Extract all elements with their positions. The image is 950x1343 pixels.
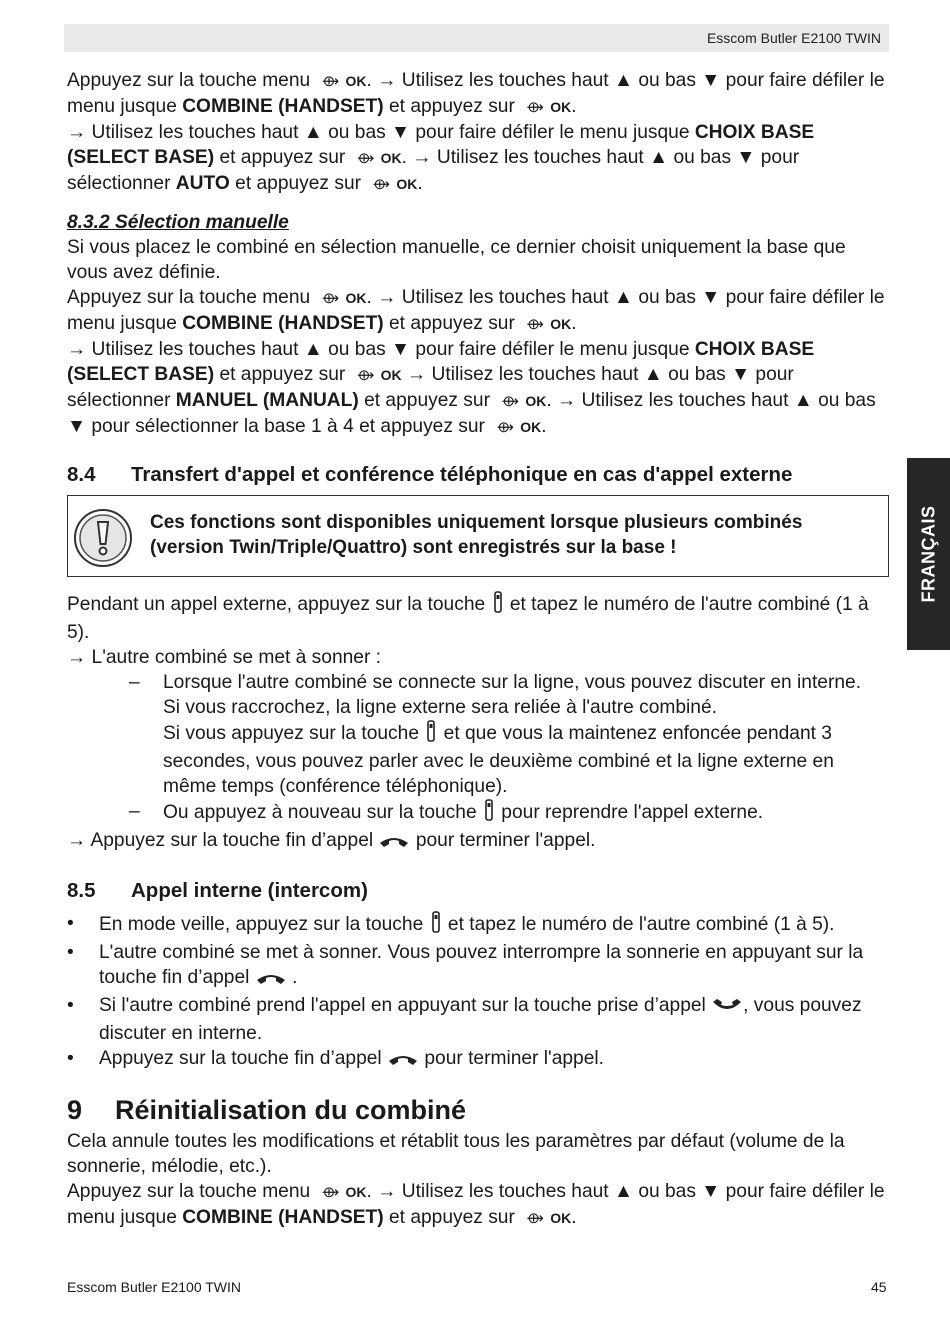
arrow-icon: → [377,70,397,91]
pickup-call-icon [711,996,743,1021]
nav-key-icon: ⟴ [356,150,375,167]
section-84-paragraph-1: Pendant un appel externe, appuyez sur la touche et tapez le numéro de l'autre combiné (1 à 5). [67,591,889,645]
subsection-title: 8.3.2 Sélection manuelle [67,212,289,233]
ok-key-label: OK [345,73,367,89]
nav-key-icon: ⟴ [526,1210,544,1227]
warning-box [67,495,889,577]
nav-key-icon: ⟴ [496,419,514,436]
up-key-icon: ▲ [613,70,633,91]
list-item: • Si l'autre combiné prend l'appel en appuyant sur la touche prise d’appel , vous pouvez discuter en interne. [67,995,862,1044]
nav-key-icon: ⟴ [356,367,375,384]
handset-key-icon [429,911,443,940]
ok-key-label: OK [550,99,572,115]
arrow-icon: → [412,147,432,168]
arrow-icon: → [407,364,427,385]
nav-key-icon: ⟴ [321,1184,340,1201]
ok-key-label: OK [345,290,367,306]
header-title: Esscom Butler E2100 TWIN [706,30,881,46]
arrow-icon: → [377,287,397,308]
nav-key-icon: ⟴ [526,316,544,333]
down-key-icon: ▼ [67,416,86,437]
section-84-paragraph-3: → Appuyez sur la touche fin d’appel pour terminer l'appel. [67,828,889,856]
ok-key-label: OK [550,316,572,332]
section-9-paragraph-1: Appuyez sur la touche menu ⟴ OK. → Utilisez les touches haut ▲ ou bas ▼ pour faire défiler le menu jusque COMBINE (HANDSET) et appuyez sur ⟴ OK. [67,1179,889,1231]
dash-marker: – [129,672,140,693]
arrow-icon: → [377,1181,397,1202]
section-9-intro: Cela annule toutes les modifications et rétablit tous les paramètres par défaut (volume de la sonnerie, mélodie, etc.). [67,1131,845,1177]
list-item: • En mode veille, appuyez sur la touche et tapez le numéro de l'autre combiné (1 à 5). [67,911,889,940]
list-item-continuation: Si vous raccrochez, la ligne externe sera reliée à l'autre combiné. [163,697,717,718]
down-key-icon: ▼ [701,1181,721,1202]
handset-key-icon [491,591,505,620]
arrow-icon: → [67,122,87,143]
handset-key-icon [482,799,496,828]
ok-key-label: OK [380,150,402,166]
section-832-intro: Si vous placez le combiné en sélection manuelle, ce dernier choisit uniquement la base que vous avez définie. [67,237,846,283]
language-tab [907,458,950,650]
section-84-paragraph-2: → L'autre combiné se met à sonner : [67,647,382,668]
list-item: – Lorsque l'autre combiné se connecte sur la ligne, vous pouvez discuter en interne. [129,672,862,693]
up-key-icon: ▲ [303,339,323,360]
warning-icon [73,508,133,575]
down-key-icon: ▼ [701,287,721,308]
end-call-icon [387,1049,419,1074]
page-content [67,68,889,1231]
dash-marker: – [129,801,140,822]
bullet-marker: • [67,942,74,963]
end-call-icon [255,968,287,993]
up-key-icon: ▲ [793,390,813,411]
arrow-icon: → [67,339,87,360]
bullet-marker: • [67,995,74,1016]
arrow-icon: → [556,390,577,411]
section-heading-8-4: 8.4 Transfert d'appel et conférence téléphonique en cas d'appel externe [67,463,793,486]
arrow-icon: → [67,647,87,668]
down-key-icon: ▼ [391,339,411,360]
up-key-icon: ▲ [643,364,663,385]
section-832-paragraph-1: Appuyez sur la touche menu ⟴ OK. → Utilisez les touches haut ▲ ou bas ▼ pour faire défiler le menu jusque COMBINE (HANDSET) et appuyez sur ⟴ OK. [67,285,889,337]
bullet-marker: • [67,913,74,934]
section-heading-9: 9 Réinitialisation du combiné [67,1095,467,1125]
page-number: 45 [871,1279,887,1295]
language-tab-label: FRANÇAIS [918,505,938,603]
down-key-icon: ▼ [736,147,756,168]
footer-title: Esscom Butler E2100 TWIN [67,1279,242,1295]
up-key-icon: ▲ [303,122,323,143]
up-key-icon: ▲ [649,147,669,168]
intro-paragraph-2: → Utilisez les touches haut ▲ ou bas ▼ pour faire défiler le menu jusque CHOIX BASE (SELECT BASE) et appuyez sur ⟴ OK. → Utilisez les touches haut ▲ ou bas ▼ pour sélectionner AUTO et appuyez sur ⟴ OK. [67,120,889,197]
list-item-continuation: Si vous appuyez sur la touche et que vous la maintenez enfoncée pendant 3 secondes, vous pouvez parler avec le deuxième combiné et la ligne externe en même temps (conférence téléphonique). [67,720,889,799]
nav-key-icon: ⟴ [321,290,340,307]
ok-key-label: OK [380,367,402,383]
list-item: • Appuyez sur la touche fin d’appel pour terminer l'appel. [67,1046,889,1074]
list-item: – Ou appuyez à nouveau sur la touche pour reprendre l'appel externe. [67,799,889,828]
ok-key-label: OK [520,419,542,435]
nav-key-icon: ⟴ [526,99,544,116]
ok-key-label: OK [345,1184,367,1200]
intro-paragraph-1: Appuyez sur la touche menu ⟴ OK. → Utilisez les touches haut ▲ ou bas ▼ pour faire défiler le menu jusque COMBINE (HANDSET) et appuyez sur ⟴ OK. [67,68,889,120]
nav-key-icon: ⟴ [321,73,340,90]
nav-key-icon: ⟴ [372,176,391,193]
ok-key-label: OK [525,393,547,409]
section-832-paragraph-2: → Utilisez les touches haut ▲ ou bas ▼ pour faire défiler le menu jusque CHOIX BASE (SELECT BASE) et appuyez sur ⟴ OK → Utilisez les touches haut ▲ ou bas ▼ pour sélectionner MANUEL (MANUAL) et appuyez sur ⟴ OK. → Utilisez les touches haut ▲ ou bas ▼ pour sélectionner la base 1 à 4 et appuyez sur ⟴ OK. [67,337,889,440]
end-call-icon [378,831,410,856]
arrow-icon: → [67,830,87,851]
section-heading-8-5: 8.5 Appel interne (intercom) [67,879,368,902]
down-key-icon: ▼ [391,122,411,143]
warning-text: Ces fonctions sont disponibles uniquement lorsque plusieurs combinés (version Twin/Triple/Quattro) sont enregistrés sur la base ! [150,512,803,558]
ok-key-label: OK [550,1210,572,1226]
nav-key-icon: ⟴ [501,393,519,410]
bullet-marker: • [67,1048,74,1069]
page-header [64,24,889,52]
handset-key-icon [424,720,438,749]
up-key-icon: ▲ [613,1181,633,1202]
down-key-icon: ▼ [731,364,751,385]
up-key-icon: ▲ [613,287,633,308]
ok-key-label: OK [396,176,418,192]
list-item: • L'autre combiné se met à sonner. Vous pouvez interrompre la sonnerie en appuyant sur la touche fin d’appel . [67,940,889,993]
down-key-icon: ▼ [701,70,721,91]
